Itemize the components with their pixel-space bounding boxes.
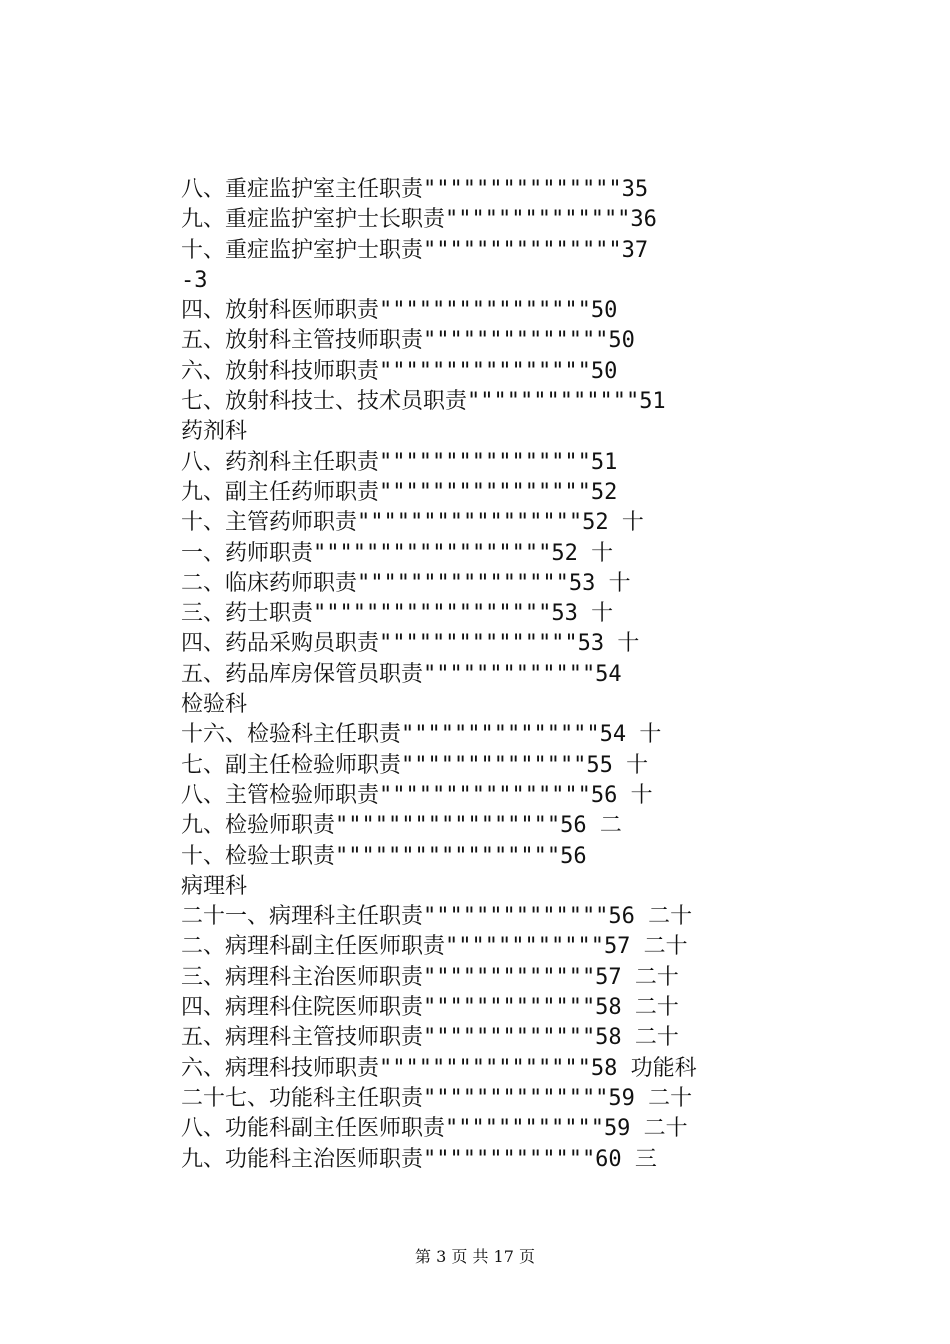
toc-line: 五、药品库房保管员职责"""""""""""""54 <box>181 661 622 687</box>
toc-line: 六、病理科技师职责""""""""""""""""58 功能科 <box>181 1055 697 1081</box>
toc-line: 三、病理科主治医师职责"""""""""""""57 二十 <box>181 964 679 990</box>
toc-line: -3 <box>181 267 208 293</box>
toc-line: 二十七、功能科主任职责""""""""""""""59 二十 <box>181 1085 693 1111</box>
toc-line: 二、病理科副主任医师职责""""""""""""57 二十 <box>181 934 688 960</box>
toc-line: 四、药品采购员职责"""""""""""""""53 十 <box>181 631 640 657</box>
toc-line: 十六、检验科主任职责"""""""""""""""54 十 <box>181 722 662 748</box>
toc-line: 十、主管药师职责"""""""""""""""""52 十 <box>181 510 644 536</box>
toc-line: 八、主管检验师职责""""""""""""""""56 十 <box>181 782 653 808</box>
toc-line: 九、重症监护室护士长职责""""""""""""""36 <box>181 207 657 233</box>
toc-line: 五、放射科主管技师职责""""""""""""""50 <box>181 328 635 354</box>
toc-line: 一、药师职责""""""""""""""""""52 十 <box>181 540 614 566</box>
toc-line: 三、药士职责""""""""""""""""""53 十 <box>181 601 614 627</box>
toc-line: 二十一、病理科主任职责""""""""""""""56 二十 <box>181 904 693 930</box>
toc-line: 七、副主任检验师职责""""""""""""""55 十 <box>181 752 649 778</box>
toc-line: 二、临床药师职责""""""""""""""""53 十 <box>181 570 631 596</box>
toc-line: 四、病理科住院医师职责"""""""""""""58 二十 <box>181 995 679 1021</box>
toc-line: 六、放射科技师职责""""""""""""""""50 <box>181 358 618 384</box>
toc-line: 九、检验师职责"""""""""""""""""56 二 <box>181 813 622 839</box>
toc-line: 八、药剂科主任职责""""""""""""""""51 <box>181 449 618 475</box>
toc-line: 八、重症监护室主任职责"""""""""""""""35 <box>181 177 649 202</box>
toc-line: 十、检验士职责"""""""""""""""""56 <box>181 843 587 869</box>
toc-line: 四、放射科医师职责""""""""""""""""50 <box>181 298 618 324</box>
toc-line: 九、功能科主治医师职责"""""""""""""60 三 <box>181 1146 657 1172</box>
table-of-contents <box>181 175 781 1175</box>
toc-line: 九、副主任药师职责""""""""""""""""52 <box>181 479 618 505</box>
toc-line: 药剂科 <box>181 419 248 445</box>
toc-line: 十、重症监护室护士职责"""""""""""""""37 <box>181 237 649 263</box>
toc-line: 七、放射科技士、技术员职责"""""""""""""51 <box>181 389 666 415</box>
toc-line: 检验科 <box>181 692 248 718</box>
toc-line: 八、功能科副主任医师职责""""""""""""59 二十 <box>181 1116 688 1142</box>
toc-line: 五、病理科主管技师职责"""""""""""""58 二十 <box>181 1025 679 1051</box>
page-footer: 第 3 页 共 17 页 <box>415 1247 535 1266</box>
toc-line: 病理科 <box>181 873 248 899</box>
